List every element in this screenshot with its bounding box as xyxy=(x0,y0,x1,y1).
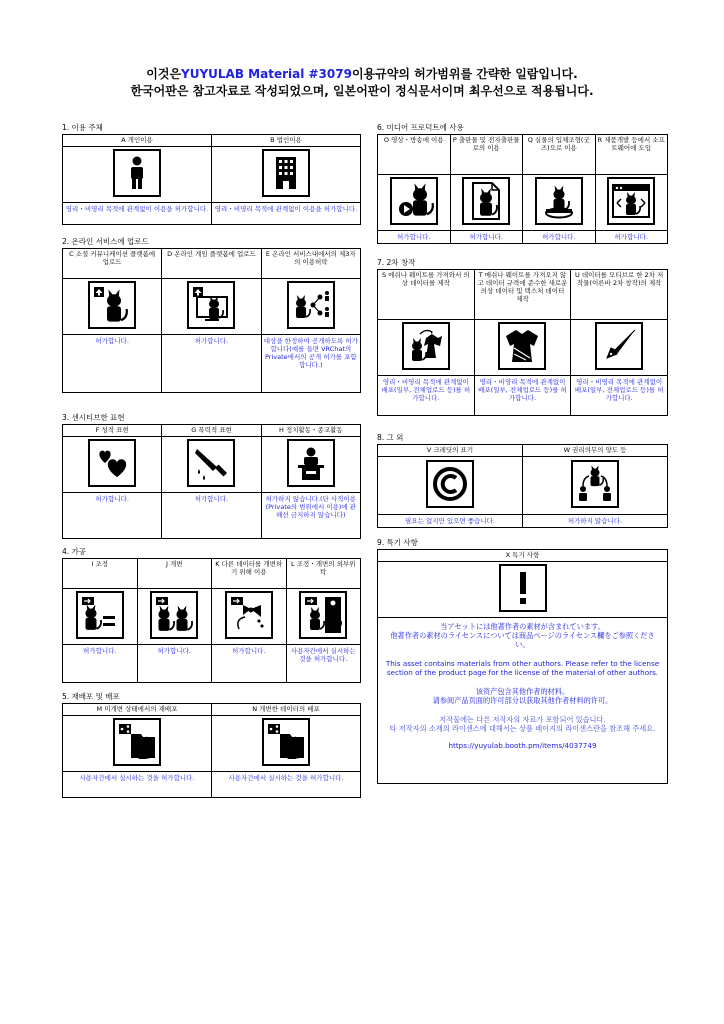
note-zh-line: 该资产包含其他作者的材料。 xyxy=(475,687,570,696)
section-derivative xyxy=(377,258,668,416)
col-header: O 영상・방송에 이용 xyxy=(378,135,451,175)
section-redistribution xyxy=(62,692,361,798)
status-text: 허가하지 않습니다.(단 사적이용(Private의 범위에서 이용)에 관해선 금지하지 않습니다) xyxy=(261,493,360,539)
col-header: L 조정・개변의 외부위탁 xyxy=(286,559,361,589)
cat-upload-icon xyxy=(88,281,136,329)
notes-cell xyxy=(378,618,668,784)
status-text: 허가합니다. xyxy=(378,231,451,244)
page-header xyxy=(0,66,724,100)
col-header: W 권리의무의 양도 등 xyxy=(523,445,668,457)
product-link[interactable]: https://yuyulab.booth.pm/items/4037749 xyxy=(448,741,597,750)
building-icon xyxy=(262,149,310,197)
section-title: 3. 센시티브한 표현 xyxy=(62,413,125,422)
processing-table xyxy=(62,558,361,683)
share-cat-icon xyxy=(262,718,310,766)
status-text: 허가합니다. xyxy=(450,231,523,244)
status-text: 사용자간에서 실시하는 것을 허가합니다. xyxy=(286,645,361,683)
note-jp-line: 当アセットには他著作者の素材が含まれています。 xyxy=(440,622,605,631)
status-text: 허가합니다. xyxy=(63,645,138,683)
section-title: 2. 온라인 서비스에 업로드 xyxy=(62,237,149,246)
cat-bow-icon xyxy=(225,591,273,639)
col-header: F 성적 표현 xyxy=(63,425,162,437)
col-header: B 법인이용 xyxy=(212,135,361,147)
person-icon xyxy=(113,149,161,197)
status-text: 사용자간에서 실시하는 것을 허가합니다. xyxy=(63,772,212,798)
col-header: J 개변 xyxy=(137,559,212,589)
header-line-2: 한국어판은 참고자료로 작성되었으며, 일본어판이 정식문서이며 최우선으로 적용됩니다. xyxy=(130,84,594,98)
other-table xyxy=(377,444,668,528)
cat-outfit-icon xyxy=(402,322,450,370)
status-text: 허가합니다. xyxy=(162,335,261,393)
note-ko-line: 타 저작자의 소재의 라이센스에 대해서는 상품 페이지의 라이센스란을 참조해 주세요. xyxy=(389,724,656,733)
section-title: 1. 이용 주체 xyxy=(62,123,103,132)
col-header: N 개변한 데이터의 배포 xyxy=(212,704,361,716)
section-other xyxy=(377,433,668,528)
section-title: 4. 가공 xyxy=(62,547,87,556)
col-header: C 소셜 커뮤니케이션 플랫폼에 업로드 xyxy=(63,249,162,279)
podium-icon xyxy=(287,439,335,487)
section-title: 8. 그 외 xyxy=(377,433,404,442)
status-text: 필요는 없지만 있으면 좋습니다. xyxy=(378,515,523,528)
cat-figure-icon xyxy=(535,177,583,225)
note-zh-line: 请参阅产品页面的许可部分以获取其他作者材料的许可。 xyxy=(432,696,613,705)
status-text: 영리・비영리 목적에 관계없이 배포(일부, 전체업로드 등)를 허가합니다. xyxy=(378,376,475,416)
col-header: X 특기 사항 xyxy=(378,550,668,562)
knife-icon xyxy=(187,439,235,487)
status-text: 허가합니다. xyxy=(137,645,212,683)
section-title: 7. 2차 창작 xyxy=(377,258,416,267)
cat-equals-icon xyxy=(76,591,124,639)
col-header: A 개인이용 xyxy=(63,135,212,147)
section-title: 9. 특기 사항 xyxy=(377,538,418,547)
status-text: 대상을 한정하여 공개하도록 허가합니다(예를 들면 VRChat의 Private에서의 공개 허가를 포함합니다.) xyxy=(261,335,360,393)
col-header: P 출판물 및 전자출판물로의 이용 xyxy=(450,135,523,175)
col-header: I 조정 xyxy=(63,559,138,589)
notes-text xyxy=(384,622,661,750)
col-header: G 폭력적 표현 xyxy=(162,425,261,437)
col-header: S 메쉬나 웨이트를 가져와서 의상 데이터를 제작 xyxy=(378,270,475,320)
status-text: 허가합니다. xyxy=(63,493,162,539)
status-text: 영리・비영리 목적에 관계없이 배포(일부, 전체업로드 등)를 허가합니다. xyxy=(571,376,668,416)
status-text: 허가합니다. xyxy=(595,231,668,244)
col-header: R 제품개발 등에서 소프트웨어에 도입 xyxy=(595,135,668,175)
pen-nib-icon xyxy=(595,322,643,370)
col-header: T 메쉬나 웨이트를 가져오지 않고 데이터 규격에 준수한 새로운 의상 데이터 및 텍스처 데이터 제작 xyxy=(474,270,571,320)
header-prefix: 이것은 xyxy=(146,67,182,81)
col-header: U 데이터를 모티브로 한 2차 저작물(이른바 2차 창작)의 제작 xyxy=(571,270,668,320)
section-media-product xyxy=(377,123,668,244)
col-header: K 다른 데이터를 개변하기 위해 이용 xyxy=(212,559,287,589)
cat-modify-icon xyxy=(150,591,198,639)
cat-document-icon xyxy=(462,177,510,225)
cat-outsource-icon xyxy=(299,591,347,639)
header-suffix: 이용규약의 허가범위를 간략한 일람입니다. xyxy=(351,67,578,81)
header-line-1 xyxy=(0,66,724,83)
col-header: H 정치활동・종교활동 xyxy=(261,425,360,437)
derivative-table xyxy=(377,269,668,416)
status-text: 사용자간에서 실시하는 것을 허가합니다. xyxy=(212,772,361,798)
section-special-notes xyxy=(377,538,668,784)
share-folder-icon xyxy=(113,718,161,766)
header-brand: YUYULAB Material #3079 xyxy=(181,67,352,81)
status-text: 허가합니다. xyxy=(162,493,261,539)
sensitive-table xyxy=(62,424,361,539)
col-header: E 온라인 서비스내에서의 제3자의 이용허락 xyxy=(261,249,360,279)
note-en: This asset contains materials from other authors. Please refer to the license section of the product page for the license of the material of other authors. xyxy=(385,659,660,677)
section-online-upload xyxy=(62,237,361,393)
redistribution-table xyxy=(62,703,361,798)
status-text: 영리・비영리 목적에 관계없이 이용을 허가합니다. xyxy=(212,203,361,225)
col-header: Q 실물의 입체조형(굿즈)으로 이용 xyxy=(523,135,596,175)
copyright-icon xyxy=(426,460,474,508)
share-people-icon xyxy=(287,281,335,329)
col-header: D 온라인 게임 플랫폼에 업로드 xyxy=(162,249,261,279)
cat-software-icon xyxy=(607,177,655,225)
section-sensitive xyxy=(62,413,361,539)
status-text: 허가합니다. xyxy=(523,231,596,244)
note-jp-line: 他著作者の素材のライセンスについては商品ページのライセンス欄をご参照ください。 xyxy=(390,631,655,649)
col-header: M 미개변 상태에서의 재배포 xyxy=(63,704,212,716)
note-ko-line: 저작물에는 다른 저작자의 자료가 포함되어 있습니다. xyxy=(439,715,606,724)
transfer-people-icon xyxy=(571,460,619,508)
exclamation-icon xyxy=(499,564,547,612)
status-text: 영리・비영리 목적에 관계없이 이용을 허가합니다. xyxy=(63,203,212,225)
section-processing xyxy=(62,547,361,683)
status-text: 허가하지 않습니다. xyxy=(523,515,668,528)
col-header: V 크레딧의 표기 xyxy=(378,445,523,457)
section-usage-subject xyxy=(62,123,361,225)
outfit-icon xyxy=(498,322,546,370)
status-text: 허가합니다. xyxy=(212,645,287,683)
status-text: 허가합니다. xyxy=(63,335,162,393)
status-text: 영리・비영리 목적에 관계없이 배포(일부, 전체업로드 등)를 허가합니다. xyxy=(474,376,571,416)
section-title: 6. 미디어 프로덕트에 사용 xyxy=(377,123,464,132)
cat-video-icon xyxy=(390,177,438,225)
media-product-table xyxy=(377,134,668,244)
section-title: 5. 재배포 및 배포 xyxy=(62,692,120,701)
online-upload-table xyxy=(62,248,361,393)
usage-subject-table xyxy=(62,134,361,225)
hearts-icon xyxy=(88,439,136,487)
special-notes-table xyxy=(377,549,668,784)
cat-monitor-upload-icon xyxy=(187,281,235,329)
